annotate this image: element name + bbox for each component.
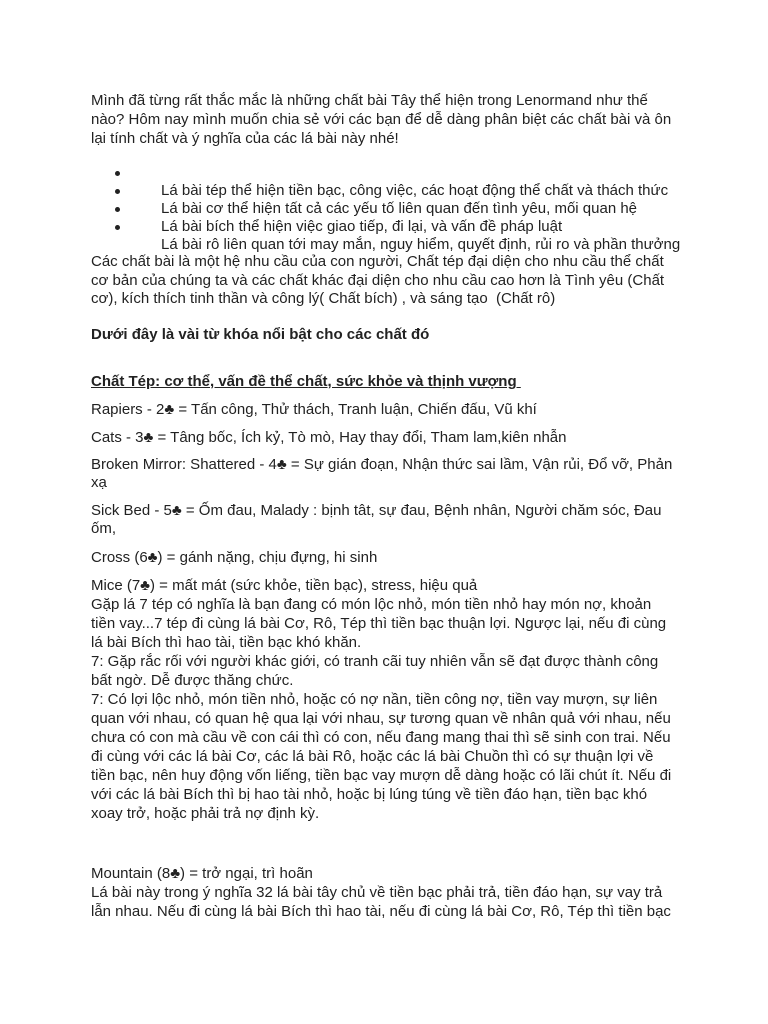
card-entry-line: Mice (7♣) = mất mát (sức khỏe, tiền bạc), stress, hiệu quả: [91, 577, 478, 594]
card-entry-sick-bed: [91, 502, 731, 538]
card-note-line: lá bài Bích thì hao tài, tiền bạc khó khăn.: [91, 634, 362, 651]
intro-line: Mình đã từng rất thắc mắc là những chất bài Tây thể hiện trong Lenormand như thế: [91, 92, 648, 109]
card-note-line: 7: Gặp rắc rối với người khác giới, có tranh cãi tuy nhiên vẫn sẽ đạt được thành công: [91, 653, 659, 670]
suit-list-item-text: Lá bài tép thể hiện tiền bạc, công việc, các hoạt động thể chất và thách thức: [161, 182, 669, 199]
suit-list-item: [91, 182, 680, 217]
card-note: [91, 595, 731, 652]
card-entry-cats: [91, 428, 731, 447]
card-entry-line: Cross (6♣) = gánh nặng, chịu đựng, hi sinh: [91, 549, 378, 566]
suit-list-item: [91, 200, 680, 235]
card-entry-mountain: [91, 864, 731, 921]
card-note-line: với các lá bài Bích thì bị hao tài nhỏ, hoặc bị lúng túng về tiền đáo hạn, tiền bạc khó: [91, 786, 648, 803]
bullet-icon: [115, 189, 120, 194]
card-note-line: 7: Có lợi lộc nhỏ, món tiền nhỏ, hoặc có nợ nần, tiền công nợ, tiền vay mượn, sự liên: [91, 691, 658, 708]
bullet-icon: [115, 207, 120, 212]
card-note-line: tiền vay...7 tép đi cùng lá bài Cơ, Rô, Tép thì tiền bạc thuận lợi. Ngược lại, nếu đi cùng: [91, 615, 667, 632]
card-note-line: tiền bạc, nên huy động vốn liếng, tiền bạc vay mượn dễ dàng hoặc có lãi chút ít. Nếu đi: [91, 767, 672, 784]
card-note-line: Lá bài này trong ý nghĩa 32 lá bài tây chủ về tiền bạc phải trả, tiền đáo hạn, sự vay trả: [91, 884, 663, 901]
card-entry-line: Sick Bed - 5♣ = Ốm đau, Malady : bịnh tât, sự đau, Bệnh nhân, Người chăm sóc, Đau: [91, 502, 662, 519]
card-entry-line: xạ: [91, 474, 107, 491]
card-note-line: quan với nhau, có quan hệ qua lại với nhau, sự tương quan về nhân quả với nhau, nếu: [91, 710, 671, 727]
suit-list-item-text: Lá bài rô liên quan tới may mắn, nguy hiểm, quyết định, rủi ro và phần thưởng: [161, 236, 681, 253]
suit-list-item: [91, 218, 681, 253]
card-entry-line: Cats - 3♣ = Tâng bốc, Ích kỷ, Tò mò, Hay thay đổi, Tham lam,kiên nhẫn: [91, 429, 567, 446]
card-entry-broken-mirror: [91, 456, 731, 492]
clubs-section-heading-block: [91, 372, 731, 391]
keywords-heading: Dưới đây là vài từ khóa nổi bật cho các chất đó: [91, 326, 430, 343]
intro-line: lại tính chất và ý nghĩa của các lá bài này nhé!: [91, 130, 399, 147]
summary-line: cơ bản của chúng ta và các chất khác đại diện cho nhu cầu cao hơn là Tình yêu (Chất: [91, 271, 665, 289]
card-note-line: đi cùng với các lá bài Cơ, các lá bài Rô, hoặc các lá bài Chuồn thì có sự thuận lợi về: [91, 748, 654, 765]
intro-paragraph: [91, 91, 731, 148]
card-entry-mice: [91, 576, 731, 823]
intro-line: nào? Hôm nay mình muốn chia sẻ với các bạn để dễ dàng phân biệt các chất bài và ôn: [91, 111, 672, 128]
suit-list-item-text: Lá bài cơ thể hiện tất cả các yếu tố liên quan đến tình yêu, mối quan hệ: [161, 200, 638, 217]
suit-list-item: [91, 164, 680, 199]
suit-list-item-text: Lá bài bích thể hiện việc giao tiếp, đi lại, và vấn đề pháp luật: [161, 218, 563, 235]
clubs-section-heading: Chất Tép: cơ thể, vấn đề thể chất, sức khỏe và thịnh vượng: [91, 373, 521, 390]
card-entry-line: Broken Mirror: Shattered - 4♣ = Sự gián đoạn, Nhận thức sai lầm, Vận rủi, Đổ vỡ, Phản: [91, 456, 673, 473]
summary-line: Các chất bài là một hệ nhu cầu của con người, Chất tép đại diện cho nhu cầu thể chất: [91, 253, 664, 270]
card-note-line: Gặp lá 7 tép có nghĩa là bạn đang có món lộc nhỏ, món tiền nhỏ hay món nợ, khoản: [91, 596, 652, 613]
suit-list: [91, 164, 681, 253]
bullet-icon: [115, 171, 120, 176]
bullet-icon: [115, 225, 120, 230]
card-entry-line: Rapiers - 2♣ = Tấn công, Thử thách, Tranh luận, Chiến đấu, Vũ khí: [91, 401, 537, 418]
card-note-line: lẫn nhau. Nếu đi cùng lá bài Bích thì hao tài, nếu đi cùng lá bài Cơ, Rô, Tép thì tiền bạc: [91, 903, 671, 920]
card-entry-line: ốm,: [91, 520, 117, 537]
card-note-line: xoay trở, hoặc phải trả nợ định kỳ.: [91, 805, 320, 822]
summary-paragraph: [91, 253, 731, 309]
keywords-heading-block: [91, 325, 731, 344]
card-note: [91, 690, 731, 823]
card-note-line: bất ngờ. Dễ được thăng chức.: [91, 672, 294, 689]
summary-line: cơ), kích thích tinh thần và công lý( Chất bích) , và sáng tạo (Chất rô): [91, 290, 556, 307]
card-note: [91, 652, 731, 690]
card-entry-rapiers: [91, 400, 731, 419]
card-note: [91, 883, 731, 921]
card-entry-cross: [91, 548, 731, 567]
card-entry-line: Mountain (8♣) = trở ngại, trì hoãn: [91, 865, 313, 882]
card-note-line: chưa có con mà cầu về con cái thì có con, nếu đang mang thai thì sẽ sinh con trai. Nếu: [91, 729, 671, 746]
